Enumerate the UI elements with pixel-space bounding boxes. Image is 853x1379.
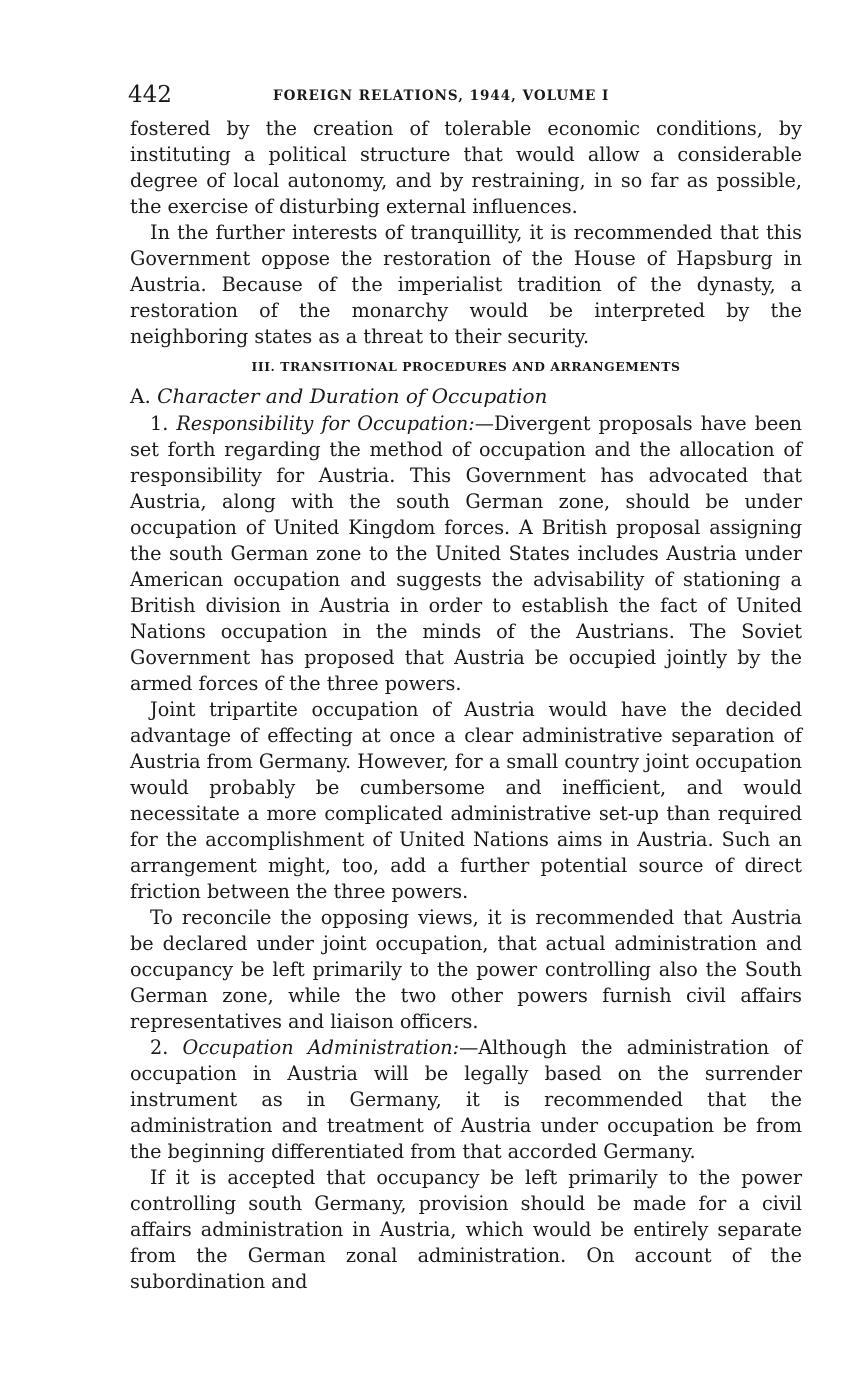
paragraph-joint-occupation: Joint tripartite occupation of Austria would have the decided advantage of effecting at once a clear administrative separation of Austria from Germany. However, for a small country joint occupation would probably be cumbersome and inefficient, and would necessitate a more complicated administrative set-up than required for the accomplishment of United Nations aims in Austria. Such an arrangement might, too, add a further potential source of direct friction between the three powers. <box>130 698 802 903</box>
item-2-paragraph <box>130 1035 802 1165</box>
subsection-heading <box>130 382 802 410</box>
paragraph-reconcile: To reconcile the opposing views, it is recommended that Austria be declared under joint occupation, that actual administration and occupancy be left primarily to the power controlling also the South German zone, while the two other powers furnish civil affairs representatives and liaison officers. <box>130 906 802 1033</box>
item-2-number: 2. <box>150 1036 169 1059</box>
item-2-text: Although the administration of occupation in Austria will be legally based on the surrender instrument as in Germany, it is recommended that the administration and treatment of Austria under occupation be from the beginning differentiated from that accorded Germany. <box>130 1036 802 1163</box>
item-1-title: Responsibility for Occupation: <box>176 412 475 435</box>
paragraph-hapsburg: In the further interests of tranquillity, it is recommended that this Government oppose the restoration of the House of Hapsburg in Austria. Because of the imperialist tradition of the dynasty, a restoration of the monarchy would be interpreted by the neighboring states as a threat to their security. <box>130 221 802 348</box>
running-head <box>130 82 802 116</box>
page-number: 442 <box>128 82 172 108</box>
item-1-dash: — <box>474 412 494 435</box>
subsection-letter: A. <box>130 384 151 408</box>
item-1-text: Divergent proposals have been set forth regarding the method of occupation and the allocation of responsibility for Austria. This Government has advocated that Austria, along with the south German zone, should be under occupation of United Kingdom forces. A British proposal assigning the south German zone to the United States includes Austria under American occupation and suggests the advisability of stationing a British division in Austria in order to establish the fact of United Nations occupation in the minds of the Austrians. The Soviet Government has proposed that Austria be occupied jointly by the armed forces of the three powers. <box>130 412 802 695</box>
item-2-title: Occupation Administration: <box>182 1036 460 1059</box>
running-title: FOREIGN RELATIONS, 1944, VOLUME I <box>273 88 610 104</box>
document-page <box>130 82 802 1295</box>
paragraph-continued: fostered by the creation of tolerable economic conditions, by instituting a political structure that would allow a considerable degree of local autonomy, and by restraining, in so far as possible, the exercise of disturbing external influences. <box>130 117 802 218</box>
item-1-number: 1. <box>150 412 169 435</box>
section-heading: III. TRANSITIONAL PROCEDURES AND ARRANGEMENTS <box>251 359 681 374</box>
item-2-dash: — <box>459 1036 479 1059</box>
item-1-paragraph <box>130 411 802 697</box>
paragraph-civil-affairs: If it is accepted that occupancy be left primarily to the power controlling south Germany, provision should be made for a civil affairs administration in Austria, which would be entirely separate from the German zonal administration. On account of the subordination and <box>130 1166 802 1293</box>
subsection-title: Character and Duration of Occupation <box>157 384 548 408</box>
